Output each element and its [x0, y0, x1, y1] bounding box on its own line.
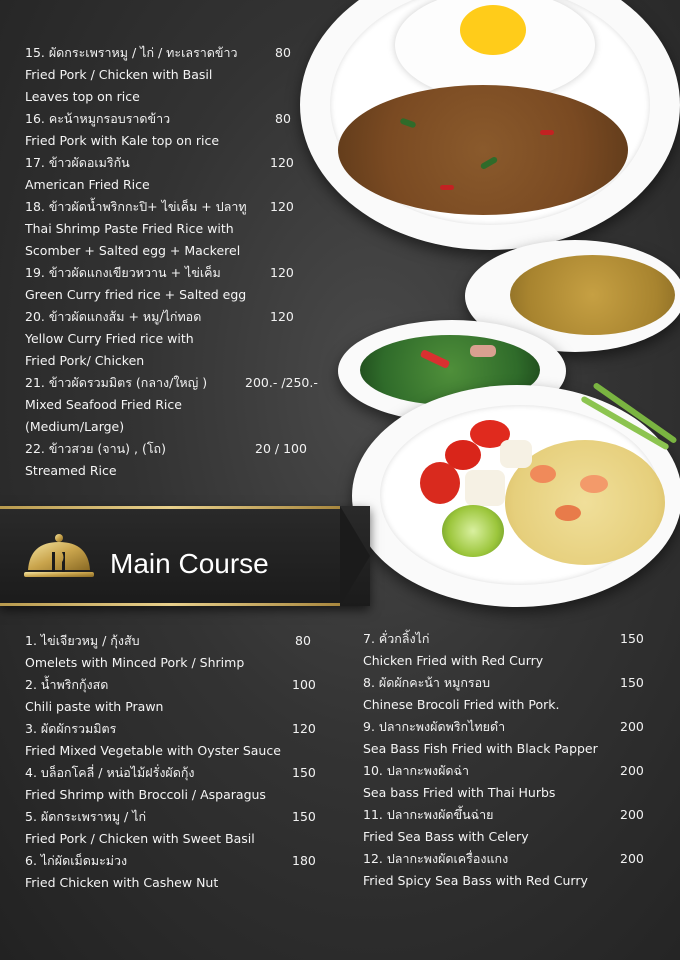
menu-item [25, 762, 325, 806]
menu-item-thai-name: 22. ข้าวสวย (จาน) , (โถ) [25, 441, 166, 456]
cloche-icon [22, 532, 96, 582]
menu-item-price: 120 [270, 155, 294, 170]
menu-item-thai-name: 20. ข้าวผัดแกงส้ม + หมู/ไก่ทอด [25, 309, 202, 324]
menu-item-english-name: Mixed Seafood Fried Rice [25, 397, 182, 412]
menu-item-english-name: Fried Pork with Kale top on rice [25, 133, 220, 148]
menu-item-price: 150 [620, 675, 644, 690]
menu-item [363, 716, 663, 760]
main-course-left-column [25, 630, 325, 894]
menu-item-english-name: Fried Spicy Sea Bass with Red Curry [363, 873, 588, 888]
menu-item-price: 200 [620, 719, 644, 734]
menu-item [25, 152, 325, 196]
menu-item [25, 196, 325, 262]
menu-item-thai-name: 10. ปลากะพงผัดฉ่า [363, 763, 470, 778]
menu-item-english-name: Sea bass Fried with Thai Hurbs [363, 785, 556, 800]
menu-item-price: 200 [620, 851, 644, 866]
section-banner [0, 506, 370, 606]
menu-item-english-name: Fried Mixed Vegetable with Oyster Sauce [25, 743, 281, 758]
menu-item-price: 180 [292, 853, 316, 868]
menu-item-english-name: Chili paste with Prawn [25, 699, 164, 714]
menu-item-price: 80 [295, 633, 311, 648]
menu-item-thai-name: 6. ไก่ผัดเม็ดมะม่วง [25, 853, 128, 868]
menu-item-price: 120 [270, 309, 294, 324]
menu-item-thai-name: 9. ปลากะพงผัดพริกไทยดำ [363, 719, 506, 734]
menu-item [25, 850, 325, 894]
menu-item-english-name: Scomber + Salted egg + Mackerel [25, 243, 241, 258]
menu-item-price: 120 [292, 721, 316, 736]
menu-item-price: 150 [292, 809, 316, 824]
menu-item-thai-name: 17. ข้าวผัดอเมริกัน [25, 155, 130, 170]
menu-item-price: 120 [270, 265, 294, 280]
banner-border-bottom [0, 603, 340, 606]
menu-item-thai-name: 7. คั่วกลิ้งไก่ [363, 631, 430, 646]
menu-item-price: 120 [270, 199, 294, 214]
menu-item-english-name: Thai Shrimp Paste Fried Rice with [25, 221, 234, 236]
menu-item-english-name: Fried Pork/ Chicken [25, 353, 145, 368]
menu-item-thai-name: 15. ผัดกระเพราหมู / ไก่ / ทะเลราดข้าว [25, 45, 238, 60]
menu-item-thai-name: 21. ข้าวผัดรวมมิตร (กลาง/ใหญ่ ) [25, 375, 208, 390]
menu-item-thai-name: 5. ผัดกระเพราหมู / ไก่ [25, 809, 147, 824]
menu-item-english-name: Fried Chicken with Cashew Nut [25, 875, 219, 890]
menu-item-english-name: (Medium/Large) [25, 419, 125, 434]
menu-item-thai-name: 4. บล็อกโคลี่ / หน่อไม้ฝรั่งผัดกุ้ง [25, 765, 195, 780]
menu-item-english-name: Fried Pork / Chicken with Sweet Basil [25, 831, 255, 846]
menu-item-english-name: Fried Pork / Chicken with Basil [25, 67, 213, 82]
menu-item-thai-name: 18. ข้าวผัดน้ำพริกกะปิ+ ไข่เค็ม + ปลาทู [25, 199, 247, 214]
menu-item-english-name: Streamed Rice [25, 463, 117, 478]
menu-item [25, 438, 325, 482]
menu-item [25, 630, 325, 674]
main-course-right-column [363, 628, 663, 892]
menu-item-price: 100 [292, 677, 316, 692]
menu-item-english-name: Chicken Fried with Red Curry [363, 653, 544, 668]
menu-item [25, 42, 325, 108]
banner-border-top [0, 506, 340, 509]
menu-item [363, 848, 663, 892]
menu-item [25, 674, 325, 718]
menu-item-price: 80 [275, 45, 291, 60]
menu-item-thai-name: 19. ข้าวผัดแกงเขียวหวาน + ไข่เค็ม [25, 265, 221, 280]
menu-item-thai-name: 16. คะน้าหมูกรอบราดข้าว [25, 111, 171, 126]
section-title: Main Course [110, 548, 269, 579]
menu-item-english-name: Leaves top on rice [25, 89, 140, 104]
menu-item-price: 20 / 100 [255, 441, 307, 456]
menu-item [25, 262, 325, 306]
menu-item-thai-name: 1. ไข่เจียวหมู / กุ้งสับ [25, 633, 140, 648]
menu-item [25, 108, 325, 152]
menu-item-thai-name: 2. น้ำพริกกุ้งสด [25, 677, 109, 692]
menu-item-english-name: Sea Bass Fish Fried with Black Papper [363, 741, 598, 756]
menu-item [363, 628, 663, 672]
menu-item [25, 306, 325, 372]
menu-item [363, 804, 663, 848]
menu-item-thai-name: 12. ปลากะพงผัดเครื่องแกง [363, 851, 509, 866]
menu-item-english-name: Fried Shrimp with Broccoli / Asparagus [25, 787, 266, 802]
menu-item-price: 200.- /250.- [245, 375, 318, 390]
menu-item-english-name: Chinese Brocoli Fried with Pork. [363, 697, 560, 712]
menu-item-english-name: Green Curry fried rice + Salted egg [25, 287, 247, 302]
menu-item [363, 760, 663, 804]
menu-item-price: 80 [275, 111, 291, 126]
top-menu-list [25, 42, 325, 482]
banner-tip [340, 506, 370, 606]
menu-item-price: 200 [620, 807, 644, 822]
menu-item [25, 718, 325, 762]
menu-item-thai-name: 11. ปลากะพงผัดขึ้นฉ่าย [363, 807, 494, 822]
menu-item-price: 150 [620, 631, 644, 646]
menu-item-price: 200 [620, 763, 644, 778]
menu-item-thai-name: 8. ผัดผักคะน้า หมูกรอบ [363, 675, 491, 690]
menu-item-price: 150 [292, 765, 316, 780]
menu-item-english-name: Fried Sea Bass with Celery [363, 829, 529, 844]
menu-item-english-name: American Fried Rice [25, 177, 150, 192]
menu-item-thai-name: 3. ผัดผักรวมมิตร [25, 721, 117, 736]
menu-item-english-name: Yellow Curry Fried rice with [25, 331, 194, 346]
menu-item [25, 372, 325, 438]
menu-item [363, 672, 663, 716]
menu-item-english-name: Omelets with Minced Pork / Shrimp [25, 655, 245, 670]
menu-item [25, 806, 325, 850]
